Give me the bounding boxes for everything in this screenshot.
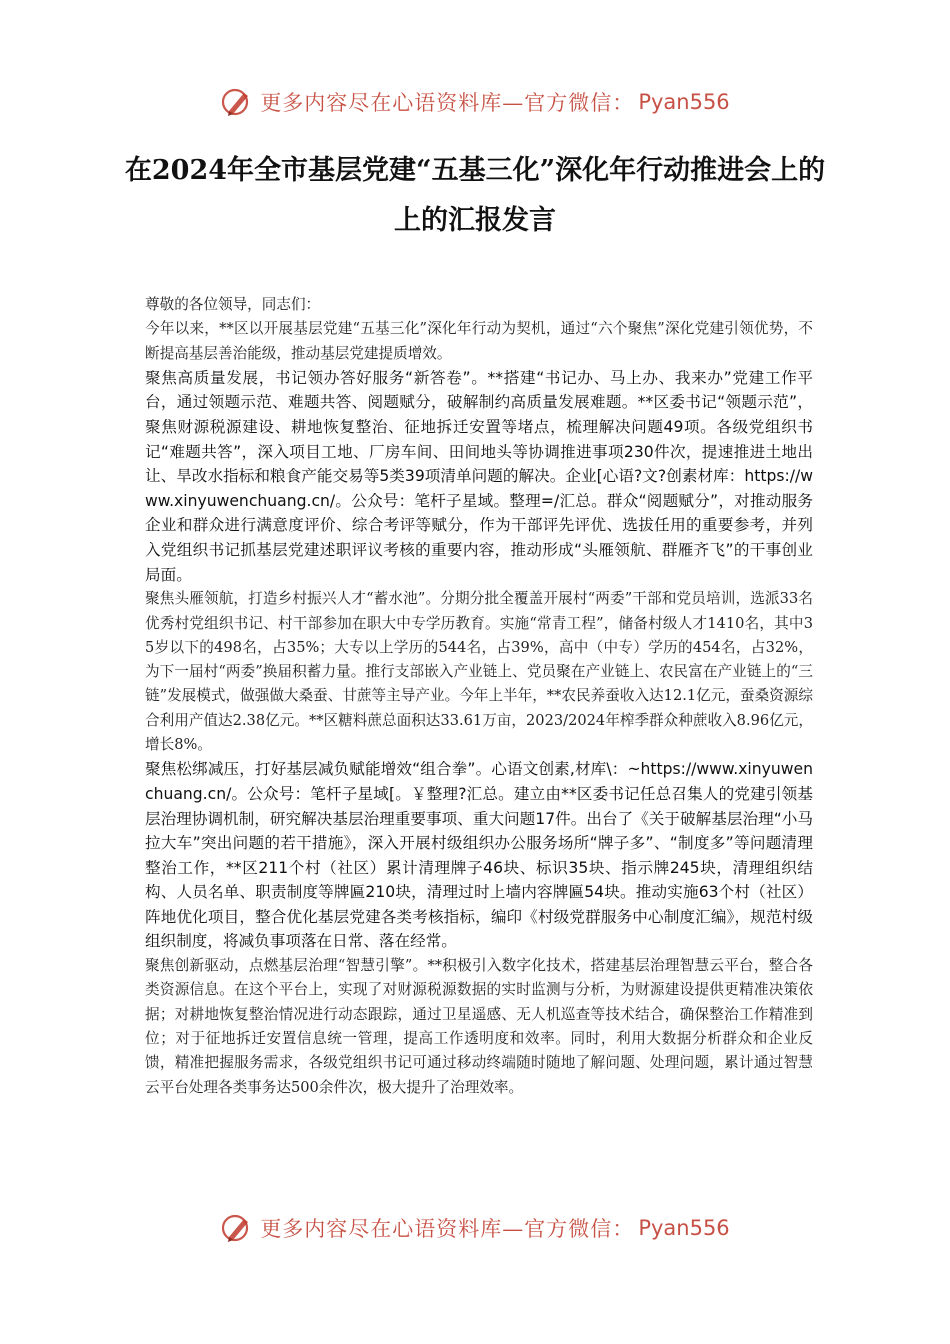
watermark-text: 更多内容尽在心语资料库—官方微信： <box>260 91 635 115</box>
watermark-handle: Pyan556 <box>638 1216 730 1240</box>
watermark-handle: Pyan556 <box>638 90 730 114</box>
document-body <box>145 293 813 1100</box>
watermark-text: 更多内容尽在心语资料库—官方微信： <box>260 1217 635 1241</box>
watermark-banner-top <box>0 82 950 122</box>
pen-logo-icon <box>220 1211 254 1245</box>
salutation-paragraph: 尊敬的各位领导，同志们： <box>145 296 321 313</box>
intro-paragraph: 今年以来，**区以开展基层党建“五基三化”深化年行动为契机，通过“六个聚焦”深化党建引领优势，不断提高基层善治能级，推动基层党建提质增效。 <box>145 320 813 362</box>
document-title: 在2024年全市基层党建“五基三化”深化年行动推进会上的上的汇报发言 <box>124 155 826 236</box>
watermark-banner-bottom <box>0 1208 950 1248</box>
pen-logo-icon <box>220 85 254 119</box>
section-paragraph-leadership: 聚焦头雁领航，打造乡村振兴人才“蓄水池”。分期分批全覆盖开展村“两委”干部和党员培训，选派33名优秀村党组织书记、村干部参加在职大中专学历教育。实施“常青工程”，储备村级人才1410名，其中35岁以下的498名，占35%；大专以上学历的544名，占39%，高中（中专）学历的454名，占32%，为下一届村“两委”换届积蓄力量。推行支部嵌入产业链上、党员聚在产业链上、农民富在产业链上的“三链”发展模式，做强做大桑蚕、甘蔗等主导产业。今年上半年，**农民养蚕收入达12.1亿元，蚕桑资源综合利用产值达2.38亿元。**区糖料蔗总面积达33.61万亩，2023/2024年榨季群众种蔗收入8.96亿元，增长8%。 <box>145 590 813 754</box>
section-paragraph-innovation: 聚焦创新驱动，点燃基层治理“智慧引擎”。**积极引入数字化技术，搭建基层治理智慧云平台，整合各类资源信息。在这个平台上，实现了对财源税源数据的实时监测与分析，为财源建设提供更精准决策依据；对耕地恢复整治情况进行动态跟踪，通过卫星遥感、无人机巡查等技术结合，确保整治工作精准到位；对于征地拆迁安置信息统一管理，提高工作透明度和效率。同时，利用大数据分析群众和企业反馈，精准把握服务需求，各级党组织书记可通过移动终端随时随地了解问题、处理问题，累计通过智慧云平台处理各类事务达500余件次，极大提升了治理效率。 <box>145 957 813 1096</box>
section-paragraph-high-quality: 聚焦高质量发展，书记领办答好服务“新答卷”。**搭建“书记办、马上办、我来办”党建工作平台，通过领题示范、难题共答、阅题赋分，破解制约高质量发展难题。**区委书记“领题示范”，聚焦财源税源建设、耕地恢复整治、征地拆迁安置等堵点，梳理解决问题49项。各级党组织书记“难题共答”，深入项目工地、厂房车间、田间地头等协调推进事项230件次，提速推进土地出让、旱改水指标和粮食产能交易等5类39项清单问题的解决。企业[心语?文?创素材库：https://www.xinyuwenchuang.cn/。公众号：笔杆子星域。整理=/汇总。群众“阅题赋分”，对推动服务企业和群众进行满意度评价、综合考评等赋分，作为干部评先评优、选拔任用的重要参考，并列入党组织书记抓基层党建述职评议考核的重要内容，推动形成“头雁领航、群雁齐飞”的干事创业局面。 <box>145 368 813 584</box>
section-paragraph-burden-reduction: 聚焦松绑减压，打好基层减负赋能增效“组合拳”。心语文创素,材库\：~https://www.xinyuwenchuang.cn/。公众号：笔杆子星域[。￥整理?汇总。建立由**区委书记任总召集人的党建引领基层治理协调机制，研究解决基层治理重要事项、重大问题17件。出台了《关于破解基层治理“小马拉大车”突出问题的若干措施》，深入开展村级组织办公服务场所“牌子多”、“制度多”等问题清理整治工作，**区211个村（社区）累计清理牌子46块、标识35块、指示牌245块，清理组织结构、人员名单、职责制度等牌匾210块，清理过时上墙内容牌匾54块。推动实施63个村（社区）阵地优化项目，整合优化基层党建各类考核指标，编印《村级党群服务中心制度汇编》，规范村级组织制度，将减负事项落在日常、落在经常。 <box>145 760 813 951</box>
